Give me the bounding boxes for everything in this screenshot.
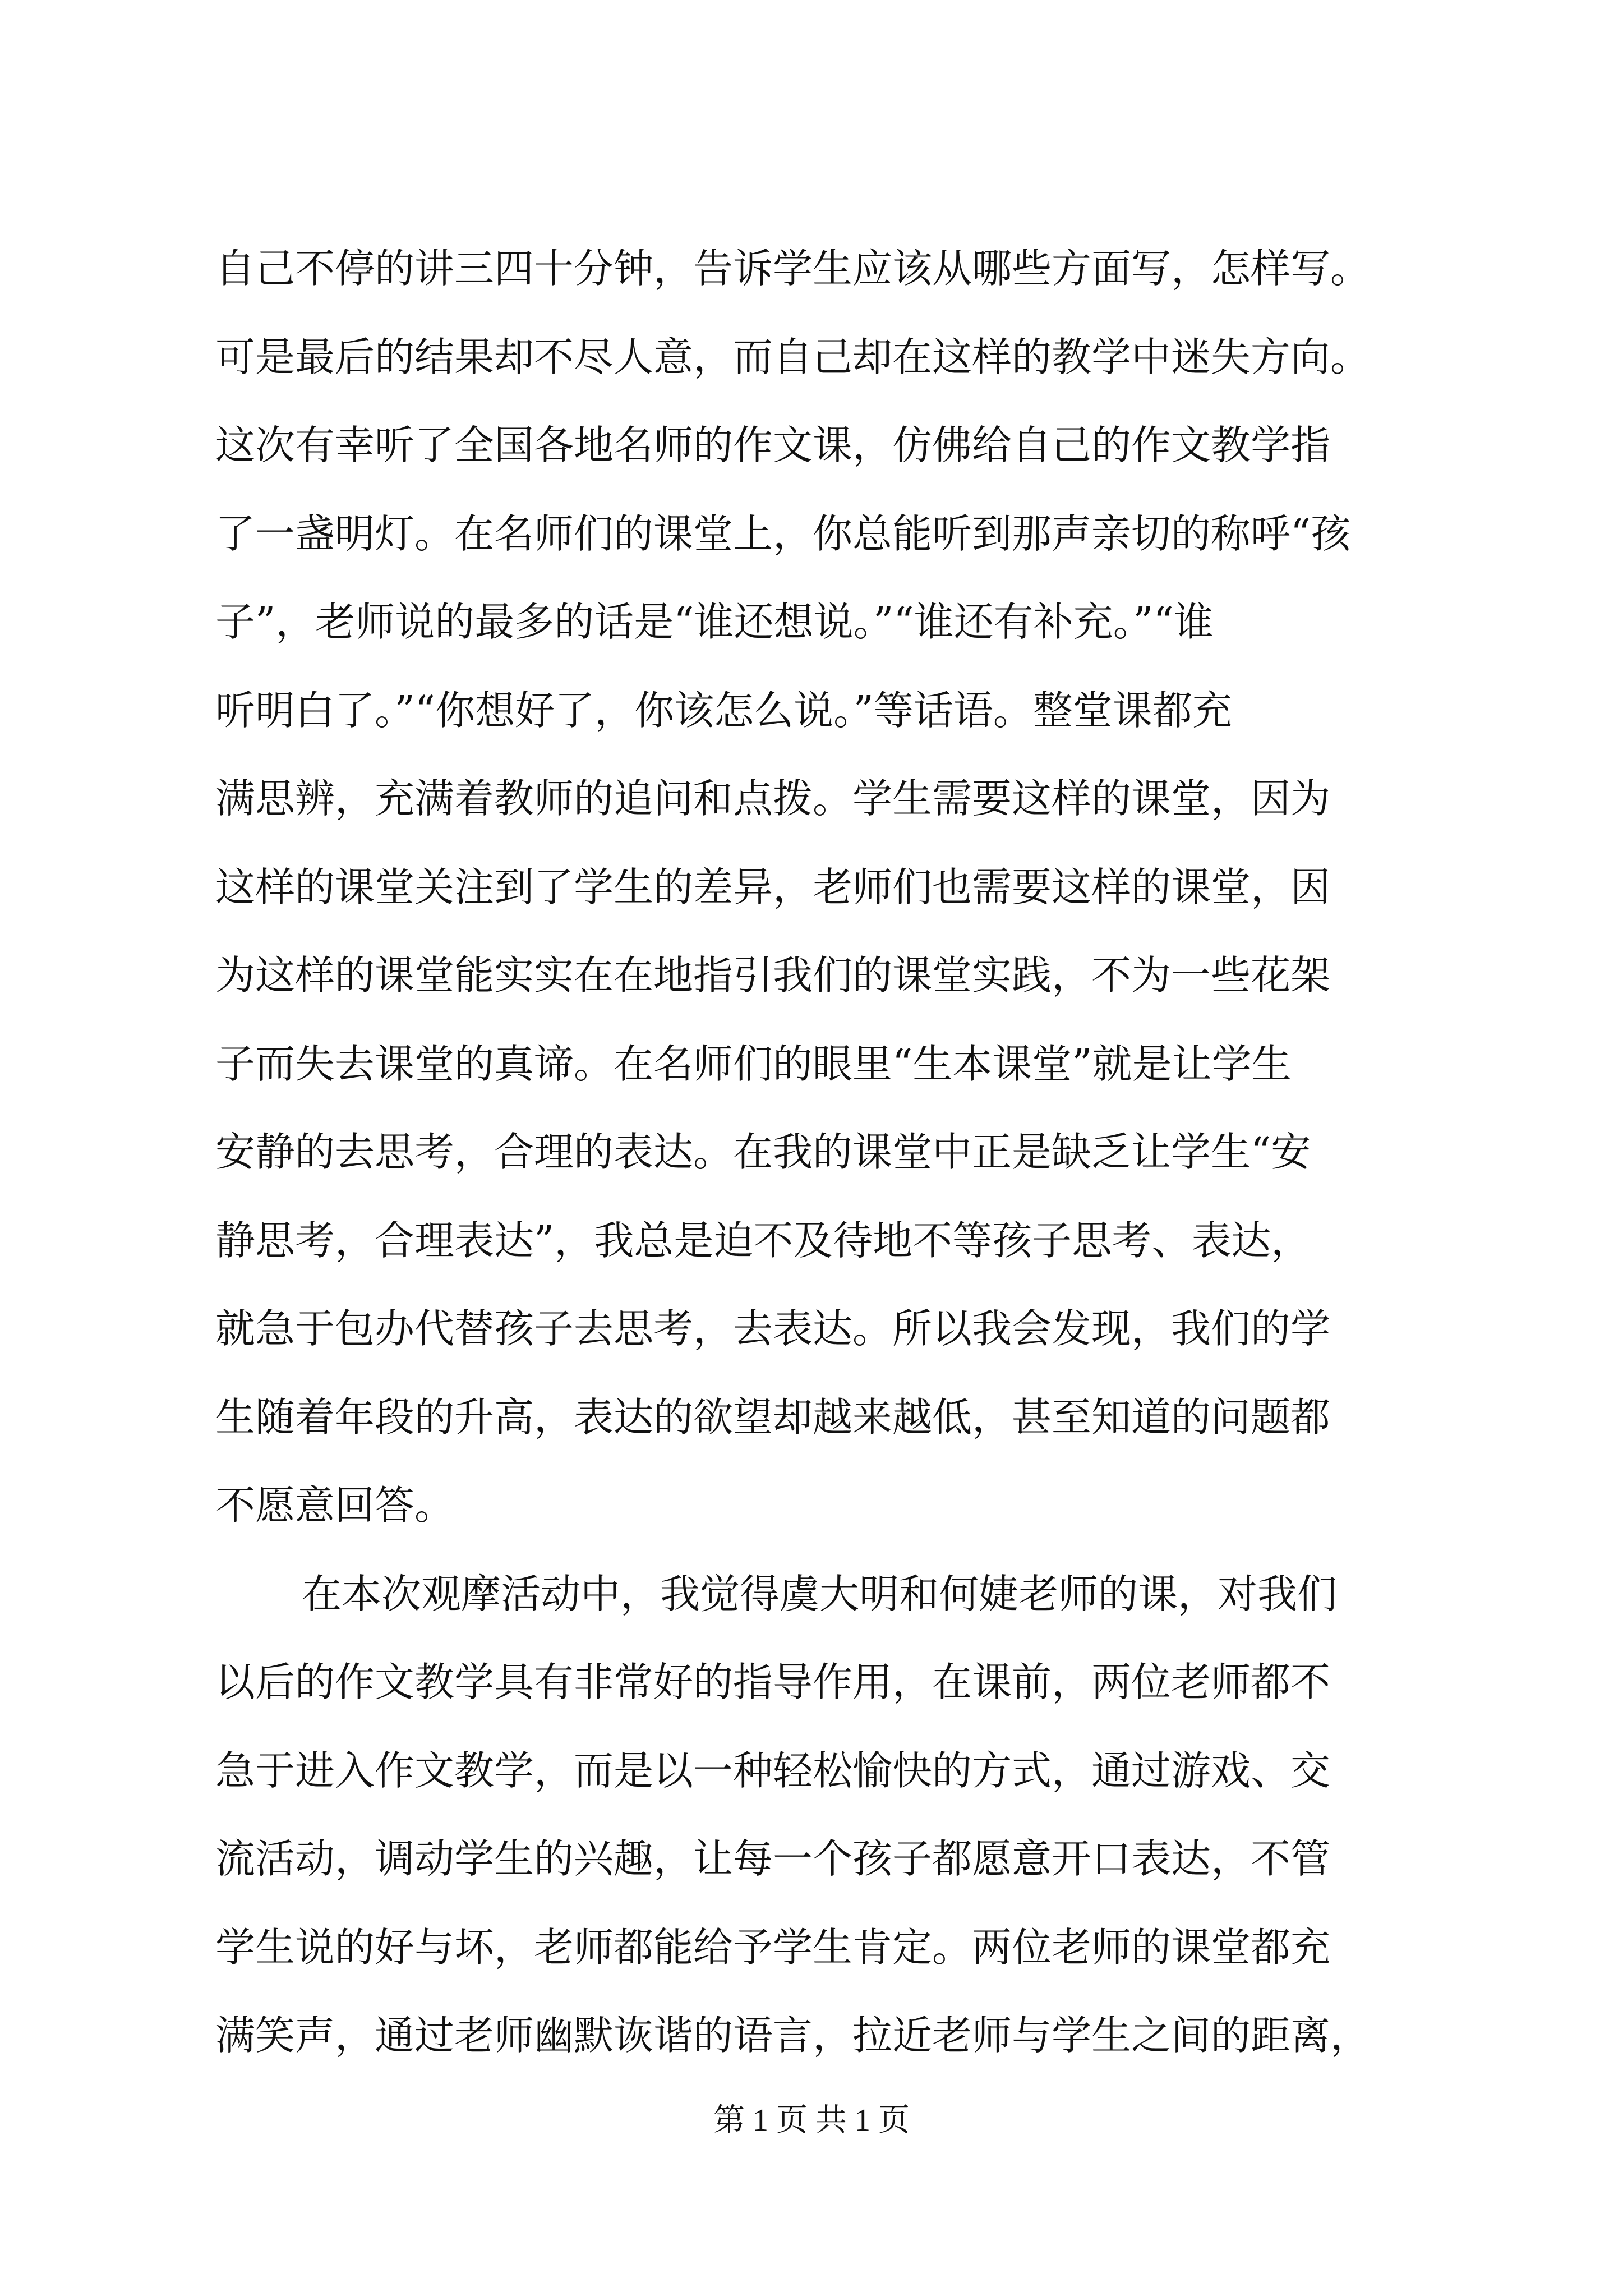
paragraph-start-line: 在本次观摩活动中，我觉得虞大明和何婕老师的课，对我们 — [302, 1570, 1338, 1617]
page-number-footer: 第 1 页 共 1 页 — [713, 2103, 910, 2138]
body-text — [215, 224, 1410, 2080]
text-line: 以后的作文教学具有非常好的指导作用，在课前，两位老师都不 — [215, 1659, 1331, 1705]
text-line: 听明白了。”“你想好了，你该怎么说。”等话语。整堂课都充 — [215, 687, 1232, 734]
text-line: 急于进入作文教学，而是以一种轻松愉快的方式，通过游戏、交 — [215, 1747, 1331, 1794]
text-line: 生随着年段的升高，表达的欲望却越来越低，甚至知道的问题都 — [215, 1393, 1331, 1441]
text-line: 了一盏明灯。在名师们的课堂上，你总能听到那声亲切的称呼“孩 — [215, 510, 1351, 557]
text-line: 满笑声，通过老师幽默诙谐的语言，拉近老师与学生之间的距离， — [215, 2012, 1371, 2059]
text-line: 满思辨，充满着教师的追问和点拨。学生需要这样的课堂，因为 — [215, 775, 1331, 822]
text-line: 子”，老师说的最多的话是“谁还想说。”“谁还有补充。”“谁 — [215, 599, 1214, 645]
text-line: 这样的课堂关注到了学生的差异，老师们也需要这样的课堂，因 — [215, 863, 1331, 910]
text-line: 可是最后的结果却不尽人意，而自己却在这样的教学中迷失方向。 — [215, 333, 1371, 380]
text-line: 自己不停的讲三四十分钟，告诉学生应该从哪些方面写，怎样写。 — [215, 245, 1371, 292]
text-line: 这次有幸听了全国各地名师的作文课，仿佛给自己的作文教学指 — [215, 422, 1331, 468]
text-line: 就急于包办代替孩子去思考，去表达。所以我会发现，我们的学 — [215, 1305, 1331, 1352]
text-line: 子而失去课堂的真谛。在名师们的眼里“生本课堂”就是让学生 — [215, 1040, 1292, 1087]
text-line: 安静的去思考，合理的表达。在我的课堂中正是缺乏让学生“安 — [215, 1129, 1311, 1175]
text-line: 流活动，调动学生的兴趣，让每一个孩子都愿意开口表达，不管 — [215, 1835, 1331, 1882]
text-line: 不愿意回答。 — [215, 1482, 455, 1529]
text-line: 学生说的好与坏，老师都能给予学生肯定。两位老师的课堂都充 — [215, 1924, 1331, 1971]
text-line: 为这样的课堂能实实在在地指引我们的课堂实践，不为一些花架 — [215, 952, 1331, 999]
text-line: 静思考，合理表达”，我总是迫不及待地不等孩子思考、表达， — [215, 1217, 1311, 1264]
